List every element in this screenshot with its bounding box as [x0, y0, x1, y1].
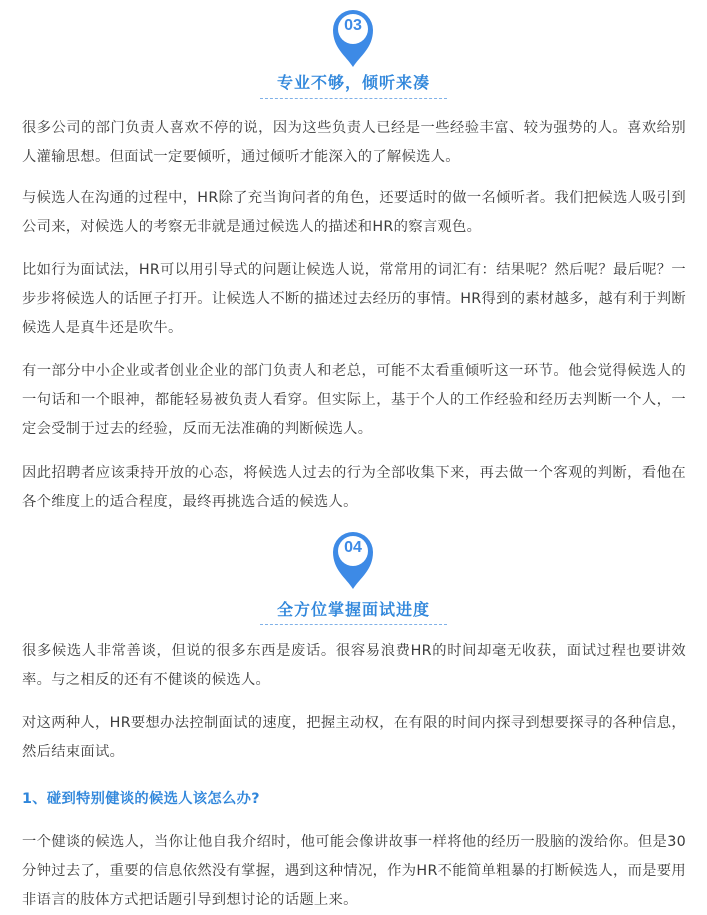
- paragraph: 因此招聘者应该秉持开放的心态，将候选人过去的行为全部收集下来，再去做一个客观的判断，看他在各个维度上的适合程度，最终再挑选合适的候选人。: [22, 465, 686, 510]
- paragraph: 一个健谈的候选人，当你让他自我介绍时，他可能会像讲故事一样将他的经历一股脑的泼给你。但是30分钟过去了，重要的信息依然没有掌握，遇到这种情况，作为HR不能简单粗暴的打断候选人，而是要用非语言的肢体方式把话题引导到想讨论的话题上来。: [22, 834, 686, 908]
- subheading: 1、碰到特别健谈的候选人该怎么办?: [22, 791, 260, 807]
- section-number: 04: [344, 539, 362, 556]
- section-title: 全方位掌握面试进度: [276, 600, 430, 619]
- title-divider: [260, 98, 447, 99]
- paragraph: 有一部分中小企业或者创业企业的部门负责人和老总，可能不太看重倾听这一环节。他会觉得候选人的一句话和一个眼神，都能轻易被负责人看穿。但实际上，基于个人的工作经验和经历去判断一个人，一定会受制于过去的经验，反而无法准确的判断候选人。: [22, 363, 686, 437]
- section-number-pin-icon: [329, 6, 377, 68]
- section-number: 03: [344, 17, 362, 34]
- paragraph: 很多候选人非常善谈，但说的很多东西是废话。很容易浪费HR的时间却毫无收获，面试过程也要讲效率。与之相反的还有不健谈的候选人。: [22, 643, 686, 688]
- title-divider: [260, 624, 447, 625]
- paragraph: 与候选人在沟通的过程中，HR除了充当询问者的角色，还要适时的做一名倾听者。我们把候选人吸引到公司来，对候选人的考察无非就是通过候选人的描述和HR的察言观色。: [22, 190, 686, 235]
- paragraph: 比如行为面试法，HR可以用引导式的问题让候选人说，常常用的词汇有：结果呢？然后呢？最后呢？一步步将候选人的话匣子打开。让候选人不断的描述过去经历的事情。HR得到的素材越多，越有利于判断候选人是真牛还是吹牛。: [22, 262, 686, 336]
- paragraph: 很多公司的部门负责人喜欢不停的说，因为这些负责人已经是一些经验丰富、较为强势的人。喜欢给别人灌输思想。但面试一定要倾听，通过倾听才能深入的了解候选人。: [22, 120, 686, 165]
- paragraph: 对这两种人，HR要想办法控制面试的速度，把握主动权，在有限的时间内探寻到想要探寻的各种信息，然后结束面试。: [22, 715, 686, 760]
- section-number-pin-icon: [329, 528, 377, 590]
- section-title: 专业不够，倾听来凑: [276, 73, 430, 92]
